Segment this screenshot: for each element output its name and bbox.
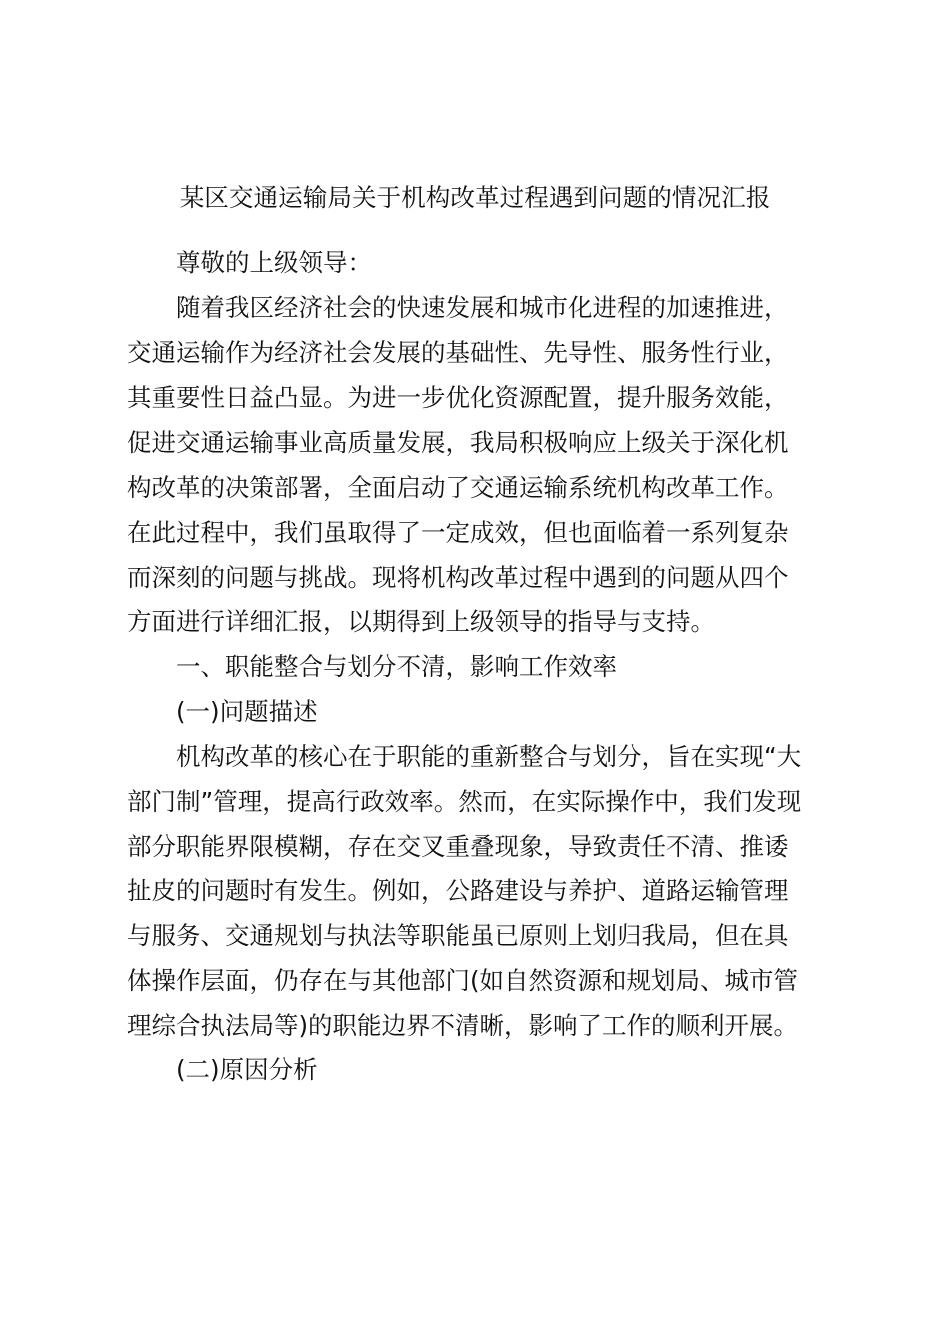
intro-line-3: 其重要性日益凸显。为进一步优化资源配置，提升服务效能， [127, 383, 789, 412]
subsection-1-line-2: 部门制”管理，提高行政效率。然而，在实际操作中，我们发现 [127, 787, 802, 816]
subsection-2-heading: (二)原因分析 [176, 1055, 318, 1084]
subsection-1-heading: (一)问题描述 [176, 697, 318, 726]
subsection-1-line-5: 与服务、交通规划与执法等职能虽已原则上划归我局，但在具 [127, 921, 789, 950]
intro-line-2: 交通运输作为经济社会发展的基础性、先导性、服务性行业， [127, 338, 789, 367]
subsection-1-line-6: 体操作层面，仍存在与其他部门(如自然资源和规划局、城市管 [127, 966, 799, 995]
intro-line-6: 在此过程中，我们虽取得了一定成效，但也面临着一系列复杂 [127, 518, 789, 547]
intro-line-7: 而深刻的问题与挑战。现将机构改革过程中遇到的问题从四个 [127, 563, 789, 592]
intro-line-1: 随着我区经济社会的快速发展和城市化进程的加速推进， [176, 293, 789, 322]
section-1-heading: 一、职能整合与划分不清，影响工作效率 [176, 652, 617, 681]
intro-line-5: 构改革的决策部署，全面启动了交通运输系统机构改革工作。 [127, 473, 789, 502]
document-title: 某区交通运输局关于机构改革过程遇到问题的情况汇报 [179, 183, 771, 212]
intro-line-8: 方面进行详细汇报，以期得到上级领导的指导与支持。 [127, 607, 715, 636]
subsection-1-line-4: 扯皮的问题时有发生。例如，公路建设与养护、道路运输管理 [127, 876, 789, 905]
salutation: 尊敬的上级领导： [176, 248, 372, 277]
subsection-1-line-3: 部分职能界限模糊，存在交叉重叠现象，导致责任不清、推诿 [127, 832, 789, 861]
subsection-1-line-1: 机构改革的核心在于职能的重新整合与划分，旨在实现“大 [176, 742, 802, 771]
subsection-1-line-7: 理综合执法局等)的职能边界不清晰，影响了工作的顺利开展。 [127, 1011, 799, 1040]
intro-line-4: 促进交通运输事业高质量发展，我局积极响应上级关于深化机 [127, 428, 789, 457]
